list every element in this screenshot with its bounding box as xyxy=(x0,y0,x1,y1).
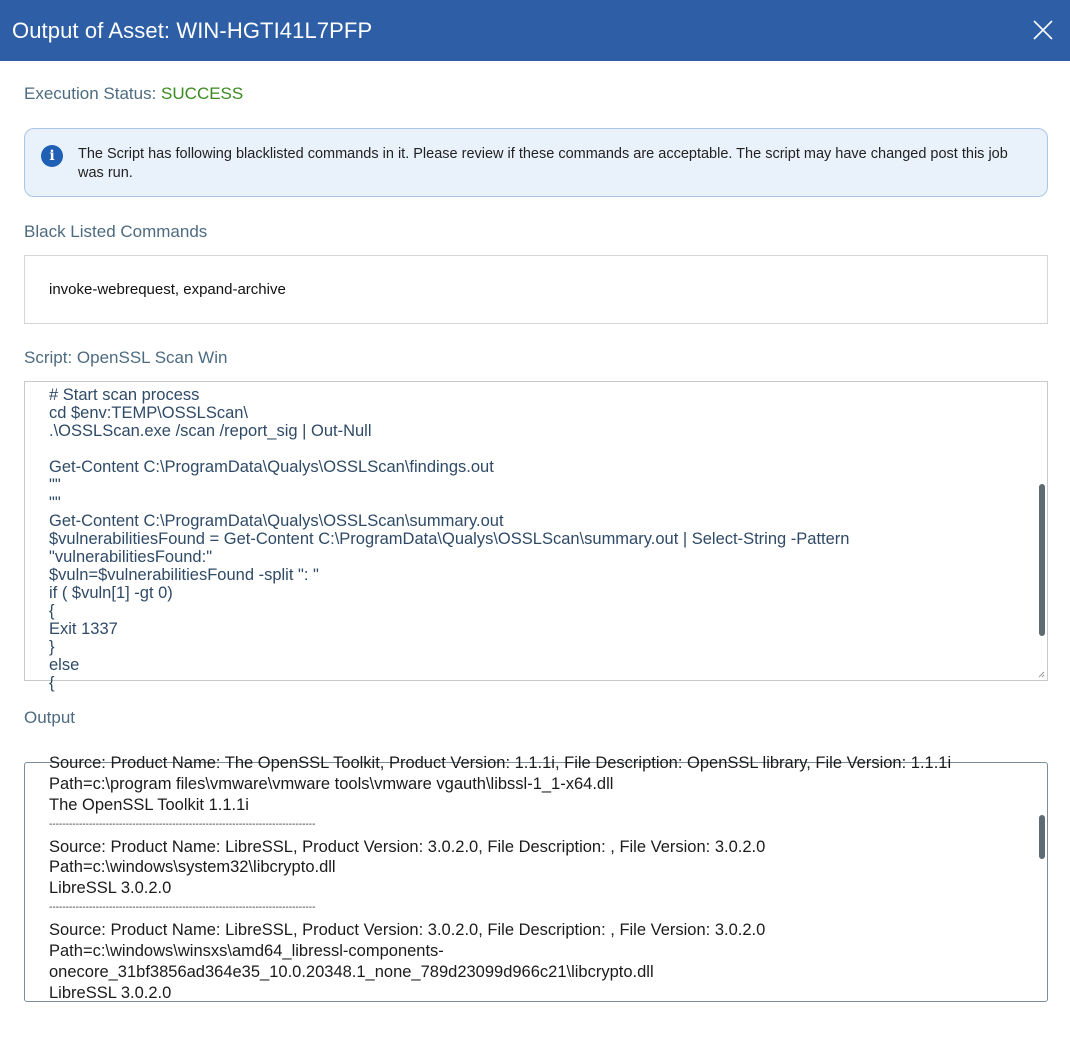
output-scrollbar[interactable] xyxy=(1039,815,1045,859)
script-line: cd $env:TEMP\OSSLScan\ xyxy=(49,404,249,422)
script-line: { xyxy=(49,674,55,692)
script-line: { xyxy=(49,602,55,620)
script-line: Get-Content C:\ProgramData\Qualys\OSSLScan\summary.out xyxy=(49,512,504,530)
output-line: The OpenSSL Toolkit 1.1.1i xyxy=(49,795,249,814)
script-line: "vulnerabilitiesFound:" xyxy=(49,548,213,566)
script-line: "" xyxy=(49,476,61,494)
script-line: $vuln=$vulnerabilitiesFound -split ": " xyxy=(49,566,319,584)
info-icon: i xyxy=(41,145,63,167)
output-content xyxy=(49,753,1049,1004)
script-line: Exit 1337 xyxy=(49,620,118,638)
script-line: Get-Content C:\ProgramData\Qualys\OSSLScan\findings.out xyxy=(49,458,494,476)
script-line: if ( $vuln[1] -gt 0) xyxy=(49,584,173,602)
script-label: Script: OpenSSL Scan Win xyxy=(24,348,228,367)
script-line: "" xyxy=(49,494,61,512)
blacklist-notice xyxy=(24,128,1048,197)
script-content xyxy=(49,386,1009,692)
output-line: onecore_31bf3856ad364e35_10.0.20348.1_none_789d23099d966c21\libcrypto.dll xyxy=(49,962,654,981)
output-separator: -------------------------------------------------------------------------------- xyxy=(49,902,316,914)
output-line: Path=c:\windows\winsxs\amd64_libressl-components- xyxy=(49,942,444,961)
blacklist-commands-field xyxy=(24,255,1048,324)
execution-status-label: Execution Status: xyxy=(24,84,157,103)
blacklist-commands-value: invoke-webrequest, expand-archive xyxy=(49,281,286,298)
script-line: } xyxy=(49,638,55,656)
script-textarea[interactable] xyxy=(24,381,1048,692)
output-line: LibreSSL 3.0.2.0 xyxy=(49,879,172,898)
script-line: else xyxy=(49,656,80,674)
output-line: Path=c:\program files\vmware\vmware tools\vmware vgauth\libssl-1_1-x64.dll xyxy=(49,774,614,793)
resize-grip-icon[interactable] xyxy=(1037,670,1045,678)
dialog-header xyxy=(0,0,1070,61)
output-line: LibreSSL 3.0.2.0 xyxy=(49,983,172,1002)
blacklist-label: Black Listed Commands xyxy=(24,222,208,241)
execution-status xyxy=(24,84,243,104)
script-line: $vulnerabilitiesFound = Get-Content C:\ProgramData\Qualys\OSSLScan\summary.out | Select-String -Pattern xyxy=(49,530,850,548)
output-separator: -------------------------------------------------------------------------------- xyxy=(49,818,316,830)
close-button[interactable] xyxy=(1032,19,1054,41)
output-line: Source: Product Name: The OpenSSL Toolkit, Product Version: 1.1.1i, File Description: OpenSSL library, File Version: 1.1.1i xyxy=(49,754,952,772)
script-line: .\OSSLScan.exe /scan /report_sig | Out-Null xyxy=(49,422,372,440)
output-textarea[interactable] xyxy=(24,754,1048,1002)
blacklist-notice-text: The Script has following blacklisted commands in it. Please review if these commands are acceptable. The script may have changed post this job was run. xyxy=(78,146,1008,181)
output-label: Output xyxy=(24,708,76,727)
script-line: # Start scan process xyxy=(49,386,200,404)
output-line: Source: Product Name: LibreSSL, Product Version: 3.0.2.0, File Description: , File Version: 3.0.2.0 xyxy=(49,921,766,940)
script-line xyxy=(49,440,1009,458)
output-line: Path=c:\windows\system32\libcrypto.dll xyxy=(49,858,336,877)
script-scrollbar[interactable] xyxy=(1039,484,1045,636)
execution-status-value: SUCCESS xyxy=(161,84,244,103)
dialog-title: Output of Asset: WIN-HGTI41L7PFP xyxy=(12,17,373,43)
output-line: Source: Product Name: LibreSSL, Product Version: 3.0.2.0, File Description: , File Version: 3.0.2.0 xyxy=(49,837,766,856)
close-icon xyxy=(1032,19,1054,41)
